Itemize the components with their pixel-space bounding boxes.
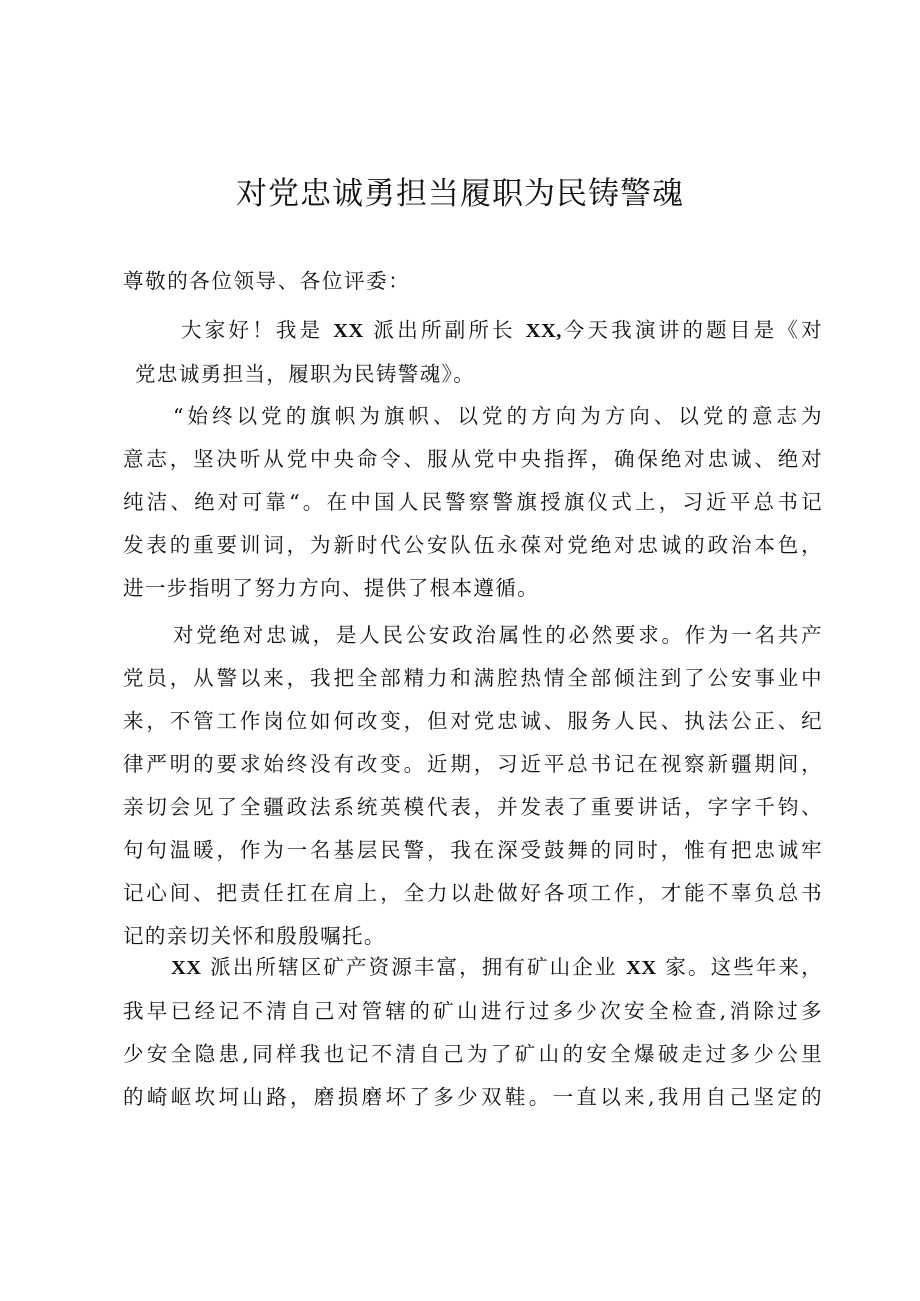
- paragraph-line: 来，不管工作岗位如何改变，但对党忠诚、服务人民、执法公正、纪: [123, 709, 823, 733]
- paragraph-line: XX 派出所辖区矿产资源丰富，拥有矿山企业 XX 家。这些年来，: [171, 955, 823, 979]
- placeholder-token: XX: [171, 957, 202, 979]
- placeholder-token: XX: [626, 957, 657, 979]
- paragraph-line: 的崎岖坎坷山路，磨损磨坏了多少双鞋。一直以来,我用自己坚定的: [123, 1085, 823, 1109]
- placeholder-token: XX,: [525, 320, 562, 342]
- paragraph-line: 意志，坚决听从党中央命令、服从党中央指挥，确保绝对忠诚、绝对: [123, 447, 823, 471]
- paragraph-line: 进一步指明了努力方向、提供了根本遵循。: [123, 576, 540, 600]
- paragraph-line: 亲切会见了全疆政法系统英模代表，并发表了重要讲话，字字千钧、: [123, 795, 823, 819]
- paragraph-intro: [123, 309, 823, 396]
- paragraph-line: 发表的重要训词，为新时代公安队伍永葆对党绝对忠诚的政治本色，: [123, 533, 823, 557]
- paragraph-line: 我早已经记不清自己对管辖的矿山进行过多少次安全检查,消除过多: [123, 999, 823, 1023]
- paragraph-line: 少安全隐患,同样我也记不清自己为了矿山的安全爆破走过多少公里: [123, 1042, 823, 1066]
- paragraph-line: 大家好！我是 XX 派出所副所长 XX,今天我演讲的题目是《对: [181, 318, 823, 342]
- paragraph-line: 对党绝对忠诚，是人民公安政治属性的必然要求。作为一名共产: [173, 623, 823, 647]
- paragraph-quote: [123, 395, 823, 610]
- paragraph-mining: [123, 946, 823, 1119]
- paragraph-line: 句句温暖，作为一名基层民警，我在深受鼓舞的同时，惟有把忠诚牢: [123, 838, 823, 862]
- paragraph-line: 纯洁、绝对可靠“。在中国人民警察警旗授旗仪式上，习近平总书记: [123, 490, 823, 514]
- paragraph-line: 党员，从警以来，我把全部精力和满腔热情全部倾注到了公安事业中: [123, 666, 823, 690]
- placeholder-token: XX: [333, 320, 364, 342]
- salutation: 尊敬的各位领导、各位评委：: [123, 269, 411, 293]
- paragraph-line: 记心间、把责任扛在肩上，全力以赴做好各项工作，才能不辜负总书: [123, 881, 823, 905]
- paragraph-loyalty: [123, 614, 823, 958]
- paragraph-line: “始终以党的旗帜为旗帜、以党的方向为方向、以党的意志为: [173, 404, 823, 428]
- paragraph-line: 记的亲切关怀和殷殷嘱托。: [123, 924, 386, 948]
- paragraph-line: 律严明的要求始终没有改变。近期，习近平总书记在视察新疆期间，: [123, 752, 823, 776]
- document-title: 对党忠诚勇担当履职为民铸警魂: [236, 176, 684, 212]
- paragraph-line: 党忠诚勇担当，履职为民铸警魂》。: [135, 362, 476, 386]
